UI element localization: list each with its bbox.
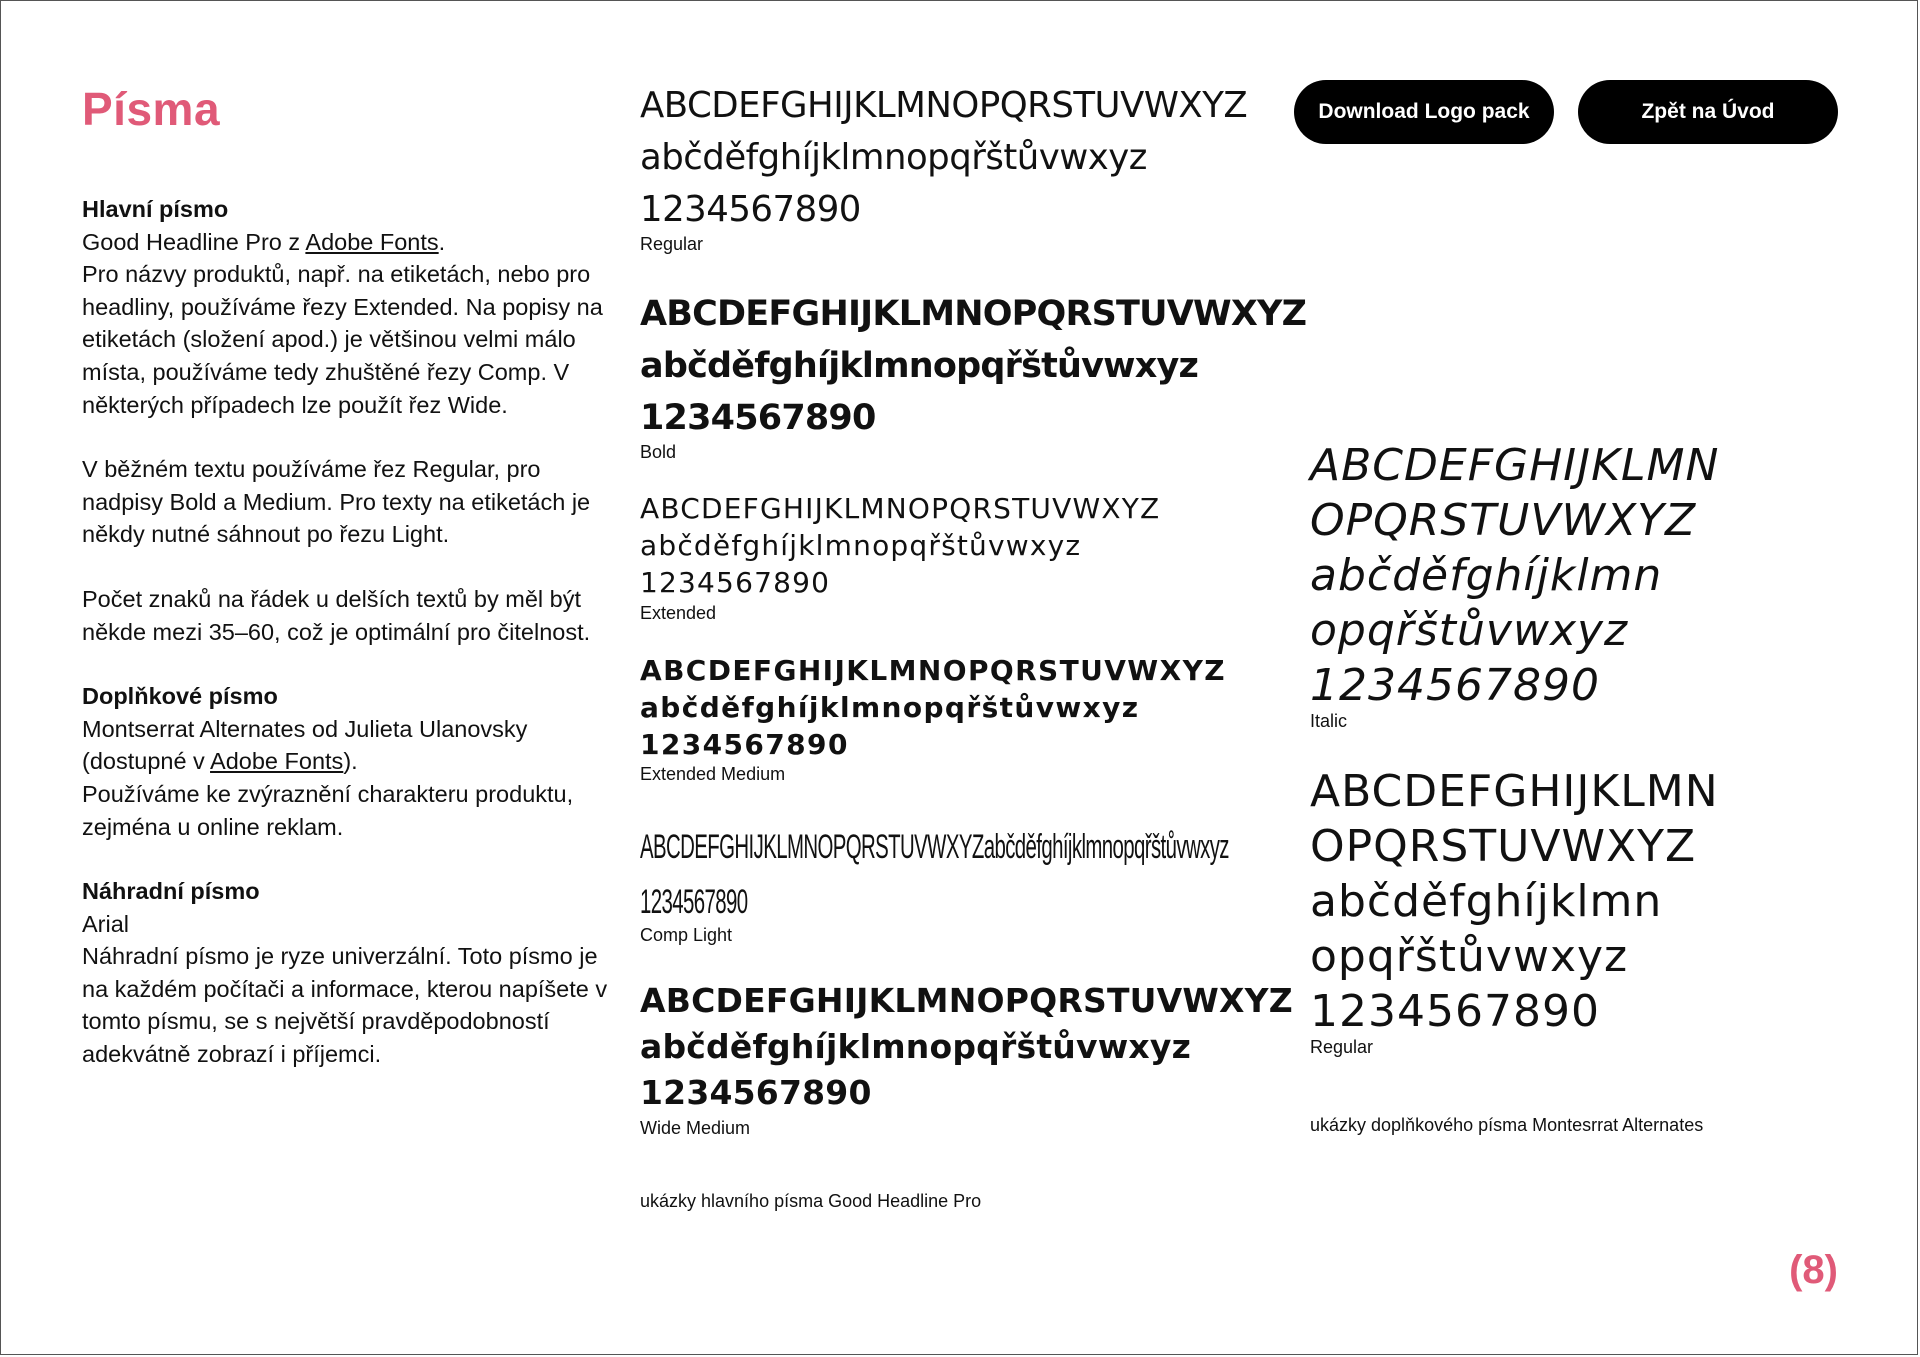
bold-sample — [640, 288, 1306, 444]
comp-light-letters: ABCDEFGHIJKLMNOPQRSTUVWXYZabčděfghíjklmnopqřštůvwxyz — [640, 828, 1229, 866]
extended-medium-lower: abčděfghíjklmnopqřštůvwxyz — [640, 691, 1140, 724]
extra-font-line-2-suffix: ). — [343, 748, 358, 775]
wide-medium-lower: abčděfghíjklmnopqřštůvwxyz — [640, 1027, 1191, 1066]
regular-lower: abčděfghíjklmnopqřštůvwxyz — [640, 137, 1147, 178]
page-number: (8) — [1789, 1248, 1838, 1292]
alt-font-caption: ukázky doplňkového písma Montesrrat Alternates — [1310, 1115, 1704, 1135]
alt-regular-lower-2: opqřštůvwxyz — [1310, 931, 1629, 982]
regular-sample — [640, 80, 1247, 236]
extended-digits: 1234567890 — [640, 566, 831, 599]
extended-medium-digits: 1234567890 — [640, 728, 849, 761]
main-font-suffix: . — [438, 228, 446, 255]
italic-lower-2: opqřštůvwxyz — [1310, 605, 1629, 656]
fallback-font-name: Arial — [82, 910, 130, 937]
wide-medium-sample — [640, 978, 1293, 1116]
main-font-heading: Hlavní písmo — [82, 196, 229, 222]
font-description — [82, 193, 612, 1103]
main-font-paragraph-3: Počet znaků na řádek u delších textů by měl být někde mezi 35–60, což je optimální pro čitelnost. — [82, 585, 591, 645]
wide-medium-label: Wide Medium — [640, 1118, 751, 1138]
bold-label: Bold — [640, 442, 677, 462]
main-font-prefix: Good Headline Pro z — [82, 228, 306, 255]
main-font-paragraph-2: V běžném textu používáme řez Regular, pro nadpisy Bold a Medium. Pro texty na etiketách je někdy nutné sáhnout po řezu Light. — [82, 456, 591, 548]
comp-light-digits: 1234567890 — [640, 883, 748, 921]
extended-medium-label: Extended Medium — [640, 764, 786, 784]
extended-lower: abčděfghíjklmnopqřštůvwxyz — [640, 529, 1082, 562]
comp-light-label: Comp Light — [640, 925, 733, 945]
page-title: Písma — [82, 83, 221, 135]
alt-regular-lower-1: abčděfghíjklmn — [1310, 876, 1663, 927]
back-to-intro-button[interactable]: Zpět na Úvod — [1578, 80, 1838, 144]
alt-regular-sample — [1310, 764, 1719, 1039]
italic-upper-2: OPQRSTUVWXYZ — [1310, 495, 1697, 546]
wide-medium-digits: 1234567890 — [640, 1073, 872, 1112]
adobe-fonts-link[interactable]: Adobe Fonts — [305, 228, 439, 255]
alt-regular-upper-1: ABCDEFGHIJKLMN — [1310, 766, 1719, 817]
italic-label: Italic — [1310, 711, 1348, 731]
italic-upper-1: ABCDEFGHIJKLMN — [1310, 440, 1720, 491]
regular-upper: ABCDEFGHIJKLMNOPQRSTUVWXYZ — [640, 85, 1248, 126]
extra-font-line-1: Montserrat Alternates od Julieta Ulanovsky — [82, 715, 528, 742]
regular-label: Regular — [640, 234, 704, 254]
extended-label: Extended — [640, 603, 717, 623]
alt-regular-label: Regular — [1310, 1037, 1374, 1057]
comp-light-sample — [640, 820, 1229, 930]
regular-digits: 1234567890 — [640, 189, 861, 230]
extended-sample — [640, 490, 1160, 601]
wide-medium-upper: ABCDEFGHIJKLMNOPQRSTUVWXYZ — [640, 981, 1293, 1020]
fallback-font-text: Náhradní písmo je ryze univerzální. Toto písmo je na každém počítači a informace, kterou napíšete v tomto písmu, se s největší pravděpodobností adekvátně zobrazí i příjemci. — [82, 943, 608, 1068]
extended-upper: ABCDEFGHIJKLMNOPQRSTUVWXYZ — [640, 492, 1161, 525]
extended-medium-sample — [640, 652, 1226, 763]
italic-digits: 1234567890 — [1310, 660, 1600, 711]
fallback-font-heading: Náhradní písmo — [82, 878, 260, 905]
bold-upper: ABCDEFGHIJKLMNOPQRSTUVWXYZ — [640, 294, 1307, 334]
extra-font-line-2-prefix: (dostupné v — [82, 748, 211, 775]
bold-digits: 1234567890 — [640, 398, 876, 438]
download-logo-pack-button[interactable]: Download Logo pack — [1294, 80, 1554, 144]
extra-font-heading: Doplňkové písmo — [82, 683, 278, 710]
alt-regular-digits: 1234567890 — [1310, 986, 1600, 1037]
extended-medium-upper: ABCDEFGHIJKLMNOPQRSTUVWXYZ — [640, 654, 1226, 687]
alt-regular-upper-2: OPQRSTUVWXYZ — [1310, 821, 1697, 872]
main-font-paragraph-1: Pro názvy produktů, např. na etiketách, nebo pro headliny, používáme řezy Extended. Na popisy na etiketách (složení apod.) je většinou velmi málo místa, používáme tedy zhuštěné řezy Comp. V některých případech lze použít řez Wide. — [82, 261, 603, 418]
bold-lower: abčděfghíjklmnopqřštůvwxyz — [640, 346, 1199, 386]
extra-font-line-3: Používáme ke zvýraznění charakteru produktu, zejména u online reklam. — [82, 780, 574, 840]
italic-sample — [1310, 438, 1719, 713]
italic-lower-1: abčděfghíjklmn — [1310, 550, 1663, 601]
adobe-fonts-link-2[interactable]: Adobe Fonts — [210, 748, 344, 775]
main-font-caption: ukázky hlavního písma Good Headline Pro — [640, 1191, 982, 1211]
